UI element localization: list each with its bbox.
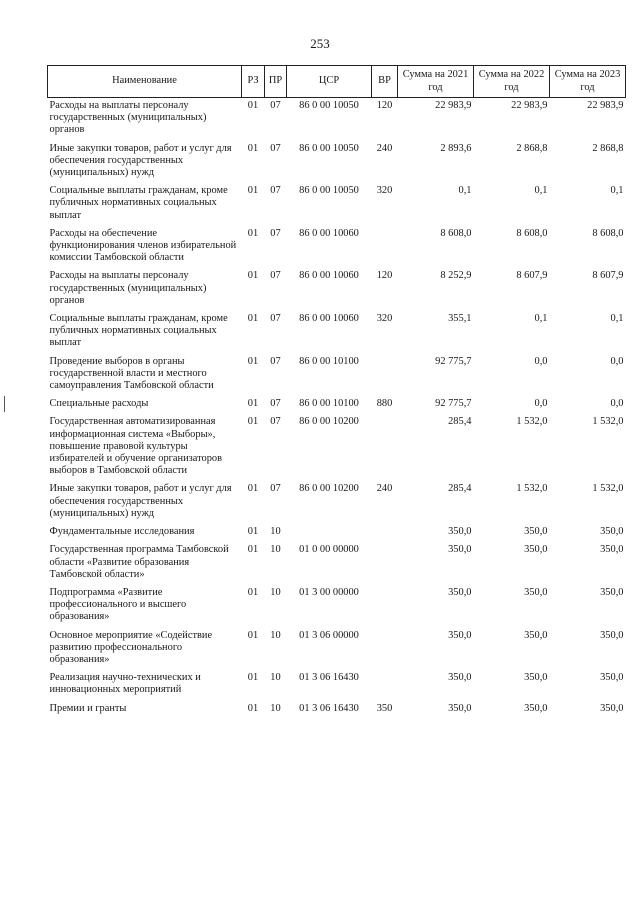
cell-rz: 01 [247, 100, 259, 111]
page-number: 253 [310, 36, 330, 51]
cell-vr [372, 585, 398, 628]
cell-csr: 86 0 00 10060 [299, 227, 359, 239]
cell-csr: 01 3 06 16430 [299, 672, 359, 684]
cell-pr: 07 [270, 313, 281, 325]
table-row [48, 98, 626, 141]
cell-csr: 86 0 00 10100 [299, 398, 359, 410]
cell-sum-2021: 8 608,0 [440, 227, 472, 239]
cell-csr: 01 3 06 16430 [299, 702, 359, 714]
cell-sum-2023: 350,0 [600, 586, 624, 598]
cell-name: Подпрограмма «Развитие профессионального и высшего образования» [49, 586, 187, 623]
cell-sum-2021: 350,0 [448, 586, 472, 598]
cell-rz: 01 [247, 270, 259, 282]
cell-vr [372, 670, 398, 700]
cell-sum-2023: 0,0 [610, 355, 624, 367]
table-row [48, 354, 626, 397]
cell-sum-2021: 350,0 [448, 544, 472, 556]
cell-sum-2022: 0,1 [534, 185, 548, 197]
cell-pr: 07 [270, 227, 281, 239]
cell-pr: 10 [270, 526, 281, 538]
cell-sum-2022: 350,0 [524, 586, 548, 598]
table-row [48, 481, 626, 524]
cell-sum-2021: 92 775,7 [435, 398, 472, 410]
cell-sum-2023: 8 608,0 [592, 227, 624, 239]
cell-sum-2023: 1 532,0 [592, 416, 624, 428]
cell-name: Иные закупки товаров, работ и услуг для обеспечения государственных (муниципальных) нужд [49, 142, 232, 179]
table-row [48, 628, 626, 671]
cell-sum-2022: 350,0 [524, 526, 548, 538]
cell-pr: 07 [270, 100, 281, 111]
cell-sum-2022: 1 532,0 [516, 483, 548, 495]
cell-name: Иные закупки товаров, работ и услуг для обеспечения государственных (муниципальных) нужд [49, 483, 232, 519]
table-row [48, 396, 626, 414]
cell-vr [372, 542, 398, 585]
cell-name: Государственная автоматизированная информационная система «Выборы», повышение правовой культуры избирателей и обучение организаторов выборов в Тамбовской области [49, 416, 222, 477]
cell-sum-2021: 350,0 [448, 629, 472, 641]
cell-vr [372, 226, 398, 269]
cell-sum-2023: 0,0 [610, 398, 624, 410]
cell-vr [372, 414, 398, 481]
cell-name: Премии и гранты [49, 702, 127, 714]
cell-csr: 86 0 00 10050 [299, 100, 359, 111]
cell-pr: 10 [270, 702, 281, 714]
table-row [48, 268, 626, 311]
cell-rz: 01 [247, 544, 259, 556]
cell-name: Фундаментальные исследования [49, 526, 195, 538]
cell-vr: 350 [376, 702, 393, 714]
cell-vr [372, 524, 398, 542]
cell-name: Реализация научно-технических и инновационных мероприятий [49, 672, 201, 696]
cell-csr: 86 0 00 10200 [299, 416, 359, 428]
table-row [48, 542, 626, 585]
cell-csr: 01 0 00 00000 [299, 544, 359, 556]
cell-sum-2023: 350,0 [600, 672, 624, 684]
cell-csr: 86 0 00 10060 [299, 270, 359, 282]
header-pr: ПР [265, 66, 287, 98]
cell-sum-2023: 0,1 [610, 313, 624, 325]
cell-pr: 07 [270, 355, 281, 367]
cell-sum-2021: 350,0 [448, 672, 472, 684]
cell-csr [287, 524, 372, 542]
table-row [48, 183, 626, 226]
table-row [48, 141, 626, 184]
cell-pr: 07 [270, 142, 281, 154]
cell-name: Основное мероприятие «Содействие развитию профессионального образования» [49, 629, 213, 665]
cell-sum-2021: 8 252,9 [440, 270, 472, 282]
table-row [48, 670, 626, 700]
cell-rz: 01 [247, 355, 259, 367]
cell-vr: 240 [376, 142, 393, 154]
cell-pr: 10 [270, 629, 281, 641]
cell-csr: 86 0 00 10100 [299, 355, 359, 367]
cell-vr: 120 [376, 100, 393, 111]
cell-vr: 320 [376, 313, 393, 325]
cell-pr: 07 [270, 270, 281, 282]
cell-pr: 07 [270, 416, 281, 428]
cell-sum-2023: 2 868,8 [592, 142, 624, 154]
cell-sum-2021: 0,1 [458, 185, 472, 197]
cell-sum-2021: 22 983,9 [435, 100, 472, 111]
cell-sum-2022: 0,1 [534, 313, 548, 325]
cell-csr: 86 0 00 10060 [299, 313, 359, 325]
cell-sum-2022: 22 983,9 [511, 100, 548, 111]
cell-pr: 07 [270, 483, 281, 495]
cell-name: Расходы на выплаты персоналу государственных (муниципальных) органов [49, 100, 207, 136]
cell-pr: 07 [270, 185, 281, 197]
cell-rz: 01 [247, 185, 259, 197]
cell-rz: 01 [247, 416, 259, 428]
header-csr: ЦСР [287, 66, 372, 98]
table-row [48, 226, 626, 269]
cell-rz: 01 [247, 526, 259, 538]
cell-vr: 320 [376, 185, 393, 197]
table-row [48, 311, 626, 354]
cell-rz: 01 [247, 672, 259, 684]
cell-sum-2022: 0,0 [534, 398, 548, 410]
cell-sum-2021: 350,0 [448, 702, 472, 714]
cell-sum-2021: 350,0 [448, 526, 472, 538]
cell-vr [372, 628, 398, 671]
cell-pr: 10 [270, 544, 281, 556]
cell-sum-2022: 1 532,0 [516, 416, 548, 428]
header-rz: РЗ [242, 66, 265, 98]
cell-sum-2023: 350,0 [600, 526, 624, 538]
cell-sum-2022: 350,0 [524, 629, 548, 641]
cell-name: Проведение выборов в органы государственной власти и местного самоуправления Тамбовской области [49, 355, 214, 392]
cell-sum-2021: 92 775,7 [435, 355, 472, 367]
cell-pr: 10 [270, 586, 281, 598]
table-header-row [48, 66, 626, 98]
table-row [48, 585, 626, 628]
cell-vr: 880 [376, 398, 393, 410]
cell-rz: 01 [247, 142, 259, 154]
cell-rz: 01 [247, 483, 259, 495]
cell-name: Государственная программа Тамбовской области «Развитие образования Тамбовской области» [49, 544, 229, 580]
header-sum-2022: Сумма на 2022 год [474, 66, 550, 98]
table-row [48, 414, 626, 481]
cell-sum-2023: 350,0 [600, 544, 624, 556]
cell-name: Социальные выплаты гражданам, кроме публичных нормативных социальных выплат [49, 313, 228, 349]
cell-rz: 01 [247, 313, 259, 325]
cell-name: Расходы на выплаты персоналу государственных (муниципальных) органов [49, 270, 207, 306]
cell-sum-2022: 350,0 [524, 702, 548, 714]
margin-mark [4, 396, 5, 412]
table-body [48, 98, 626, 719]
cell-rz: 01 [247, 702, 259, 714]
cell-sum-2022: 2 868,8 [516, 142, 548, 154]
cell-vr: 120 [376, 270, 393, 282]
cell-pr: 10 [270, 672, 281, 684]
header-vr: ВР [372, 66, 398, 98]
header-sum-2021: Сумма на 2021 год [398, 66, 474, 98]
cell-pr: 07 [270, 398, 281, 410]
cell-csr: 86 0 00 10050 [299, 142, 359, 154]
cell-sum-2023: 350,0 [600, 702, 624, 714]
cell-sum-2022: 350,0 [524, 544, 548, 556]
cell-rz: 01 [247, 586, 259, 598]
cell-sum-2022: 8 607,9 [516, 270, 548, 282]
cell-sum-2022: 350,0 [524, 672, 548, 684]
cell-sum-2021: 355,1 [448, 313, 472, 325]
cell-csr: 01 3 00 00000 [299, 586, 359, 598]
cell-sum-2022: 0,0 [534, 355, 548, 367]
cell-csr: 86 0 00 10050 [299, 185, 359, 197]
cell-vr [372, 354, 398, 397]
cell-sum-2021: 285,4 [448, 416, 472, 428]
cell-name: Специальные расходы [49, 398, 149, 410]
cell-sum-2021: 2 893,6 [440, 142, 472, 154]
cell-sum-2023: 8 607,9 [592, 270, 624, 282]
cell-rz: 01 [247, 629, 259, 641]
cell-sum-2021: 285,4 [448, 483, 472, 495]
cell-name: Расходы на обеспечение функционирования членов избирательной комиссии Тамбовской области [49, 227, 237, 264]
cell-rz: 01 [247, 227, 259, 239]
cell-rz: 01 [247, 398, 259, 410]
cell-sum-2022: 8 608,0 [516, 227, 548, 239]
table-row [48, 701, 626, 719]
header-name: Наименование [48, 66, 242, 98]
cell-sum-2023: 0,1 [610, 185, 624, 197]
cell-csr: 86 0 00 10200 [299, 483, 359, 495]
cell-sum-2023: 22 983,9 [587, 100, 624, 111]
header-sum-2023: Сумма на 2023 год [550, 66, 626, 98]
cell-csr: 01 3 06 00000 [299, 629, 359, 641]
cell-sum-2023: 350,0 [600, 629, 624, 641]
budget-table [47, 65, 626, 719]
cell-sum-2023: 1 532,0 [592, 483, 624, 495]
cell-vr: 240 [376, 483, 393, 495]
table-row [48, 524, 626, 542]
cell-name: Социальные выплаты гражданам, кроме публичных нормативных социальных выплат [49, 185, 228, 221]
